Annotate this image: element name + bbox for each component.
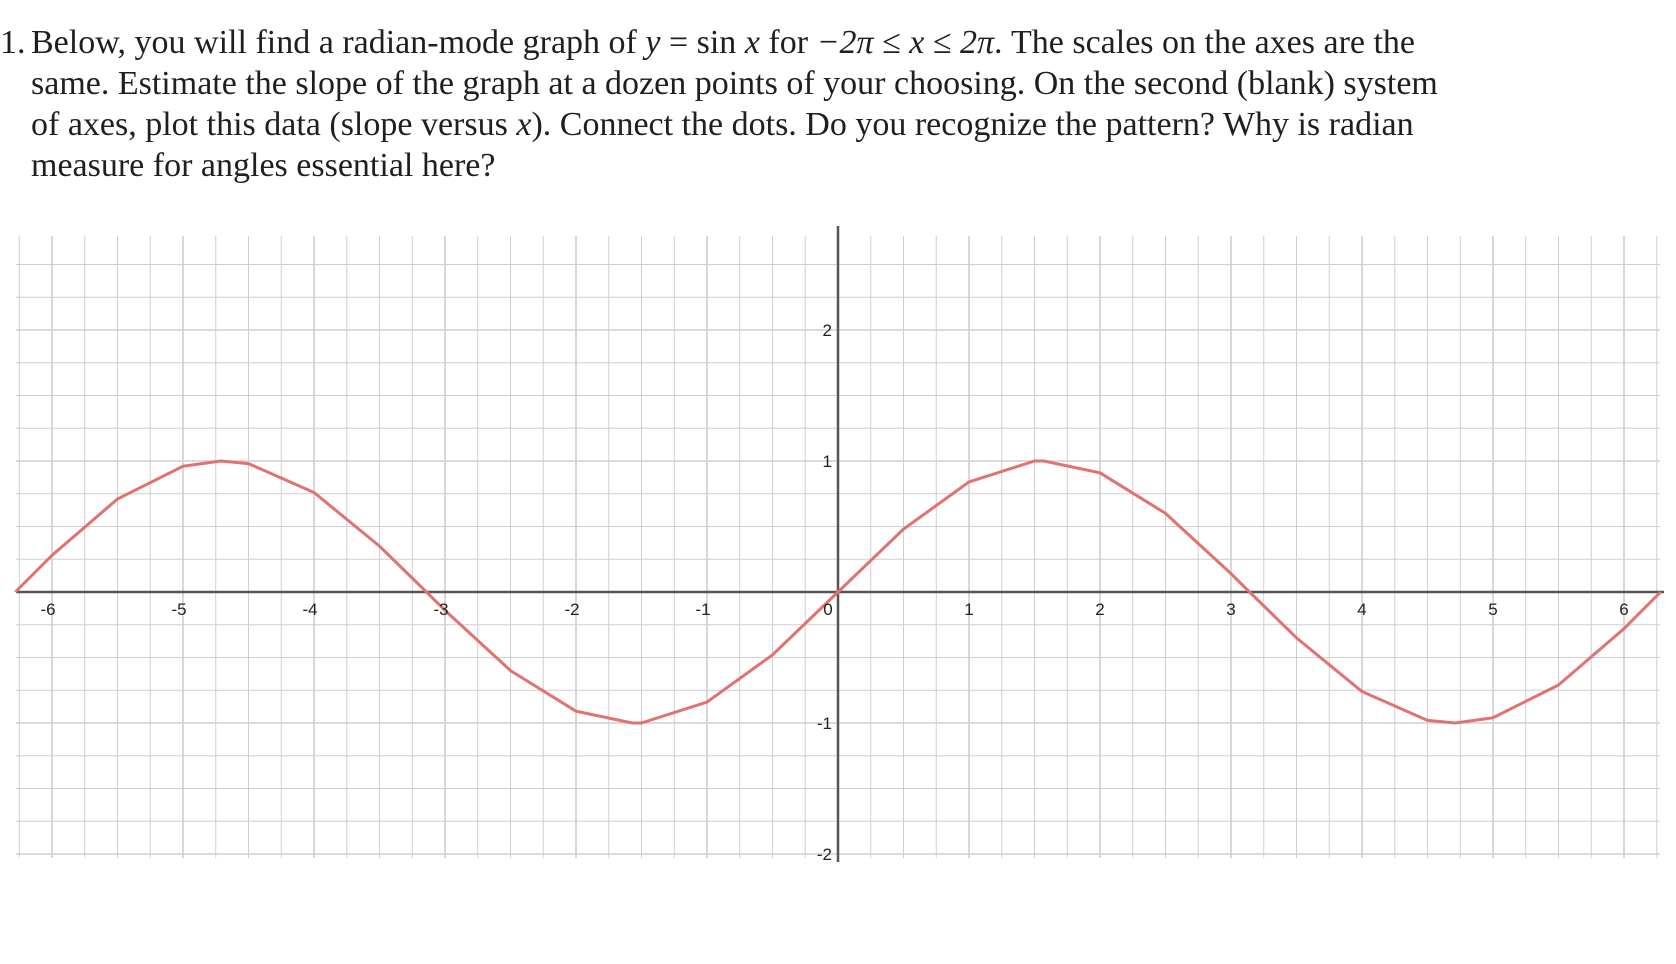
text-segment: of axes, plot this data (slope versus	[31, 106, 517, 143]
text-segment: for	[759, 24, 817, 61]
x-tick-label: -3	[433, 600, 449, 619]
problem-line	[31, 145, 1591, 186]
y-tick-label: -2	[816, 845, 832, 864]
x-tick-label: 4	[1357, 600, 1367, 619]
x-tick-label: 6	[1619, 600, 1629, 619]
text-segment: Below, you will find a radian-mode graph of	[31, 24, 646, 61]
text-segment: ). Connect the dots. Do you recognize the pattern? Why is radian	[531, 106, 1414, 143]
y-tick-label: 2	[822, 321, 832, 340]
x-tick-label: -6	[40, 600, 56, 619]
problem-line	[31, 63, 1591, 104]
text-segment: = sin	[660, 24, 745, 61]
math-variable: −2π ≤ x ≤ 2π	[816, 24, 994, 61]
x-tick-label: 3	[1226, 600, 1236, 619]
math-variable: x	[516, 106, 532, 143]
x-tick-label: 2	[1095, 600, 1105, 619]
x-tick-label: 0	[823, 600, 833, 619]
problem-line	[31, 104, 1591, 145]
y-tick-label: -1	[816, 714, 832, 733]
x-tick-label: -5	[171, 600, 187, 619]
text-segment: same. Estimate the slope of the graph at a dozen points of your choosing. On the second (blank) system	[31, 65, 1438, 102]
problem-line	[31, 22, 1591, 63]
x-tick-label: 1	[964, 600, 974, 619]
problem-number: 1.	[0, 24, 26, 61]
math-variable: x	[744, 24, 760, 61]
y-tick-label: 1	[822, 452, 832, 471]
x-tick-label: -2	[564, 600, 580, 619]
x-tick-label: -1	[695, 600, 711, 619]
x-tick-label: 5	[1488, 600, 1498, 619]
axes	[16, 226, 1664, 862]
text-segment: . The scales on the axes are the	[993, 24, 1416, 61]
problem-text	[31, 22, 1591, 186]
sine-graph	[0, 226, 1676, 936]
math-variable: y	[645, 24, 661, 61]
x-tick-label: -4	[302, 600, 318, 619]
text-segment: measure for angles essential here?	[31, 147, 496, 184]
